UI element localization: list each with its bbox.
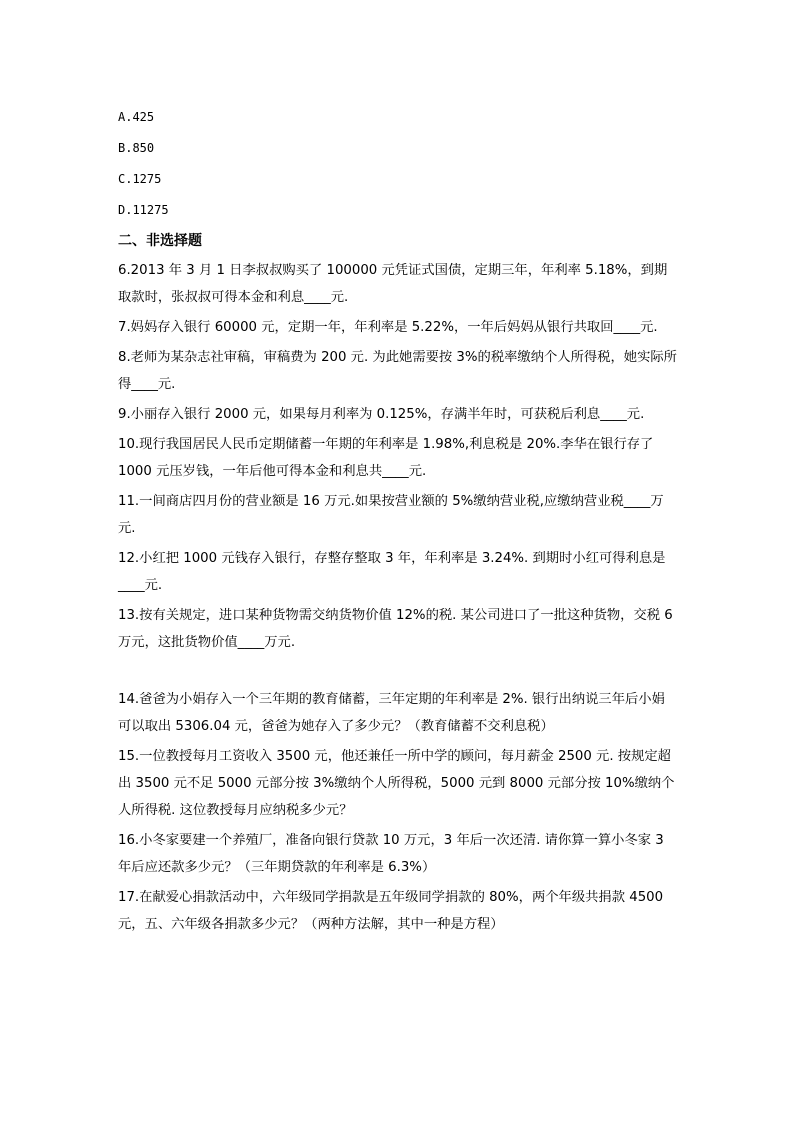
section-heading: 二、非选择题 [118,233,202,249]
question-8: 8.老师为某杂志社审稿，审稿费为 200 元. 为此她需要按 3%的税率缴纳个人所得税，她实际所得____元. [118,350,677,392]
answer-option-c: C.1275 [118,172,162,186]
answer-option-d: D.11275 [118,203,169,217]
question-15: 15.一位教授每月工资收入 3500 元，他还兼任一所中学的顾问，每月薪金 2500 元. 按规定超出 3500 元不足 5000 元部分按 3%缴纳个人所得税，5000 元到 8000 元部分按 10%缴纳个人所得税. 这位教授每月应纳税多少元？ [118,749,675,818]
question-17: 17.在献爱心捐款活动中，六年级同学捐款是五年级同学捐款的 80%，两个年级共捐款 4500 元，五、六年级各捐款多少元？（两种方法解，其中一种是方程） [118,890,664,932]
document-page [118,102,678,941]
question-11: 11.一间商店四月份的营业额是 16 万元.如果按营业额的 5%缴纳营业税,应缴纳营业税____万元. [118,494,664,536]
question-12: 12.小红把 1000 元钱存入银行，存整存整取 3 年，年利率是 3.24%. 到期时小红可得利息是____元. [118,551,666,593]
answer-option-b: B.850 [118,141,155,155]
question-9: 9.小丽存入银行 2000 元，如果每月利率为 0.125%，存满半年时，可获税后利息____元. [118,407,645,422]
answer-option-a: A.425 [118,110,155,124]
question-14: 14.爸爸为小娟存入一个三年期的教育储蓄，三年定期的年利率是 2%. 银行出纳说三年后小娟可以取出 5306.04 元，爸爸为她存入了多少元？（教育储蓄不交利息税） [118,692,665,734]
question-13: 13.按有关规定，进口某种货物需交纳货物价值 12%的税. 某公司进口了一批这种货物，交税 6 万元，这批货物价值____万元. [118,608,673,650]
question-7: 7.妈妈存入银行 60000 元，定期一年，年利率是 5.22%，一年后妈妈从银行共取回____元. [118,320,658,335]
question-10: 10.现行我国居民人民币定期储蓄一年期的年利率是 1.98%,利息税是 20%.李华在银行存了 1000 元压岁钱，一年后他可得本金和利息共____元. [118,437,654,479]
question-6: 6.2013 年 3 月 1 日李叔叔购买了 100000 元凭证式国债，定期三年，年利率 5.18%，到期取款时，张叔叔可得本金和利息____元. [118,263,668,305]
question-16: 16.小冬家要建一个养殖厂，准备向银行贷款 10 万元，3 年后一次还清. 请你算一算小冬家 3 年后应还款多少元？（三年期贷款的年利率是 6.3%） [118,833,664,875]
